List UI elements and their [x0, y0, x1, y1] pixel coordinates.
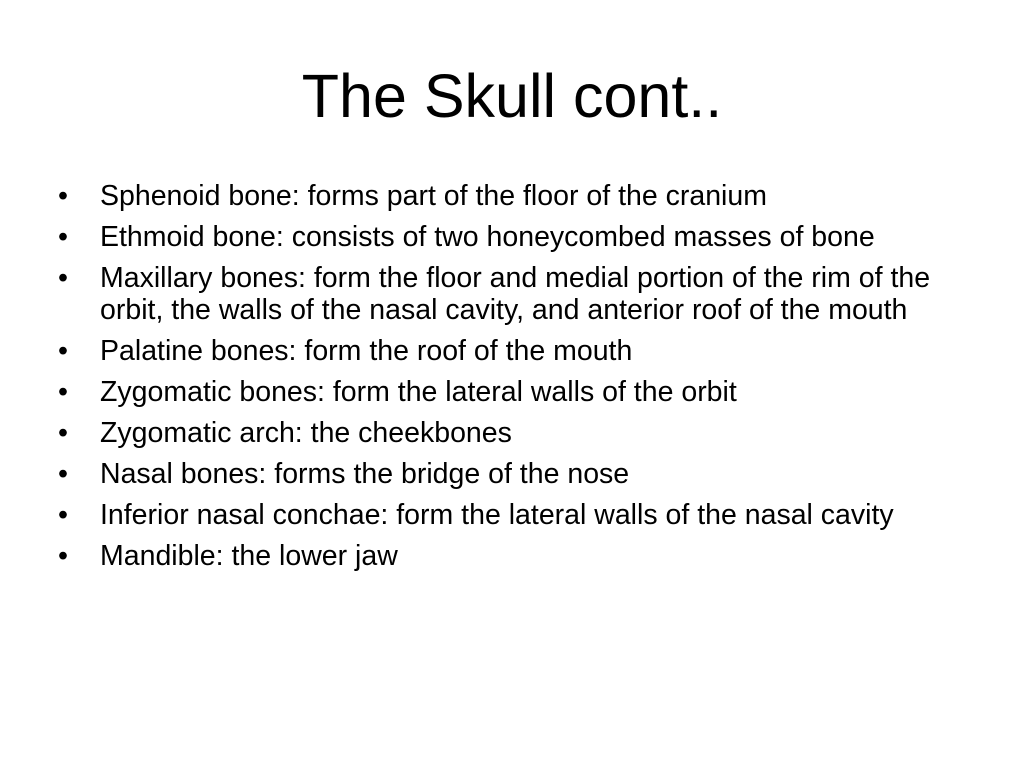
bullet-icon: •	[58, 417, 68, 449]
bullet-text: Palatine bones: form the roof of the mouth	[100, 335, 633, 367]
bullet-text: Sphenoid bone: forms part of the floor of the cranium	[100, 180, 767, 212]
bullet-item	[58, 540, 978, 572]
bullet-text: Maxillary bones: form the floor and medial portion of the rim of the orbit, the walls of the nasal cavity, and anterior roof of the mouth	[100, 262, 931, 326]
bullet-icon: •	[58, 458, 68, 490]
bullet-item	[58, 180, 978, 212]
bullet-text: Zygomatic arch: the cheekbones	[100, 417, 512, 449]
bullet-item	[58, 417, 978, 449]
bullet-text: Inferior nasal conchae: form the lateral walls of the nasal cavity	[100, 499, 894, 531]
slide-title: The Skull cont..	[301, 62, 723, 130]
bullet-item	[58, 335, 978, 367]
bullet-item	[58, 221, 978, 253]
bullet-icon: •	[58, 540, 68, 572]
bullet-list	[58, 180, 978, 581]
bullet-item	[58, 458, 978, 490]
bullet-icon: •	[58, 499, 68, 531]
bullet-item	[58, 262, 978, 326]
bullet-item	[58, 499, 978, 531]
bullet-item	[58, 376, 978, 408]
bullet-icon: •	[58, 376, 68, 408]
bullet-icon: •	[58, 180, 68, 212]
bullet-icon: •	[58, 335, 68, 367]
bullet-text: Zygomatic bones: form the lateral walls of the orbit	[100, 376, 737, 408]
bullet-icon: •	[58, 262, 68, 294]
bullet-text: Ethmoid bone: consists of two honeycombed masses of bone	[100, 221, 875, 253]
bullet-text: Nasal bones: forms the bridge of the nose	[100, 458, 630, 490]
bullet-text: Mandible: the lower jaw	[100, 540, 398, 572]
bullet-icon: •	[58, 221, 68, 253]
